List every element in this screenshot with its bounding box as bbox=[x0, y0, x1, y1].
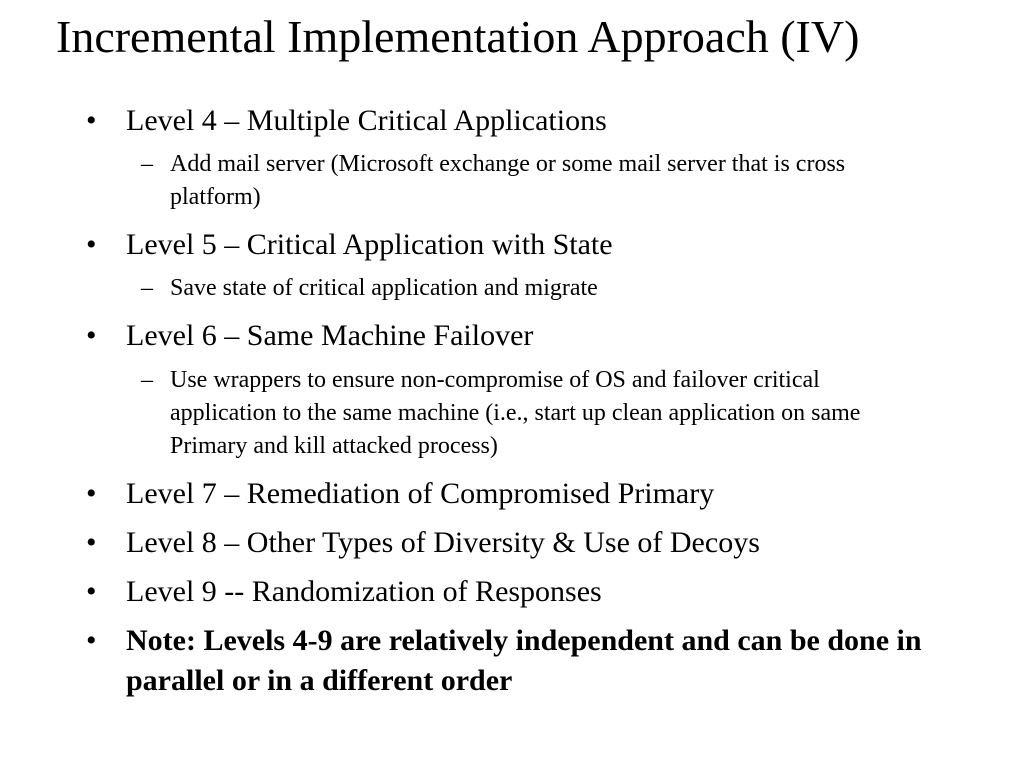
bullet-text: Level 5 – Critical Application with State bbox=[126, 228, 613, 261]
bullet-dot-icon: • bbox=[86, 228, 97, 261]
bullet-dot-icon: • bbox=[86, 104, 97, 137]
dash-icon: – bbox=[141, 275, 153, 301]
bullet-text: Level 9 -- Randomization of Responses bbox=[126, 575, 602, 608]
bullet-dot-icon: • bbox=[86, 526, 97, 559]
note-text: Note: Levels 4-9 are relatively independent and can be done in parallel or in a different order bbox=[126, 624, 922, 697]
bullet-dot-icon: • bbox=[86, 477, 97, 510]
sub-bullet-text: Save state of critical application and migrate bbox=[170, 275, 598, 301]
bullet-text: Level 7 – Remediation of Compromised Primary bbox=[126, 477, 715, 510]
bullet-text: Level 6 – Same Machine Failover bbox=[126, 319, 534, 352]
dash-icon: – bbox=[141, 367, 153, 393]
dash-icon: – bbox=[141, 151, 153, 177]
bullet-text: Level 4 – Multiple Critical Applications bbox=[126, 104, 607, 137]
bullet-text: Level 8 – Other Types of Diversity & Use of Decoys bbox=[126, 526, 760, 559]
sub-bullet-text: Use wrappers to ensure non-compromise of OS and failover critical application to the same machine (i.e., start up clean application on same Primary and kill attacked process) bbox=[170, 367, 861, 459]
sub-bullet-text: Add mail server (Microsoft exchange or some mail server that is cross platform) bbox=[170, 151, 846, 210]
slide-title: Incremental Implementation Approach (IV) bbox=[56, 11, 860, 62]
bullet-dot-icon: • bbox=[86, 624, 97, 657]
bullet-dot-icon: • bbox=[86, 319, 97, 352]
bullet-dot-icon: • bbox=[86, 575, 97, 608]
